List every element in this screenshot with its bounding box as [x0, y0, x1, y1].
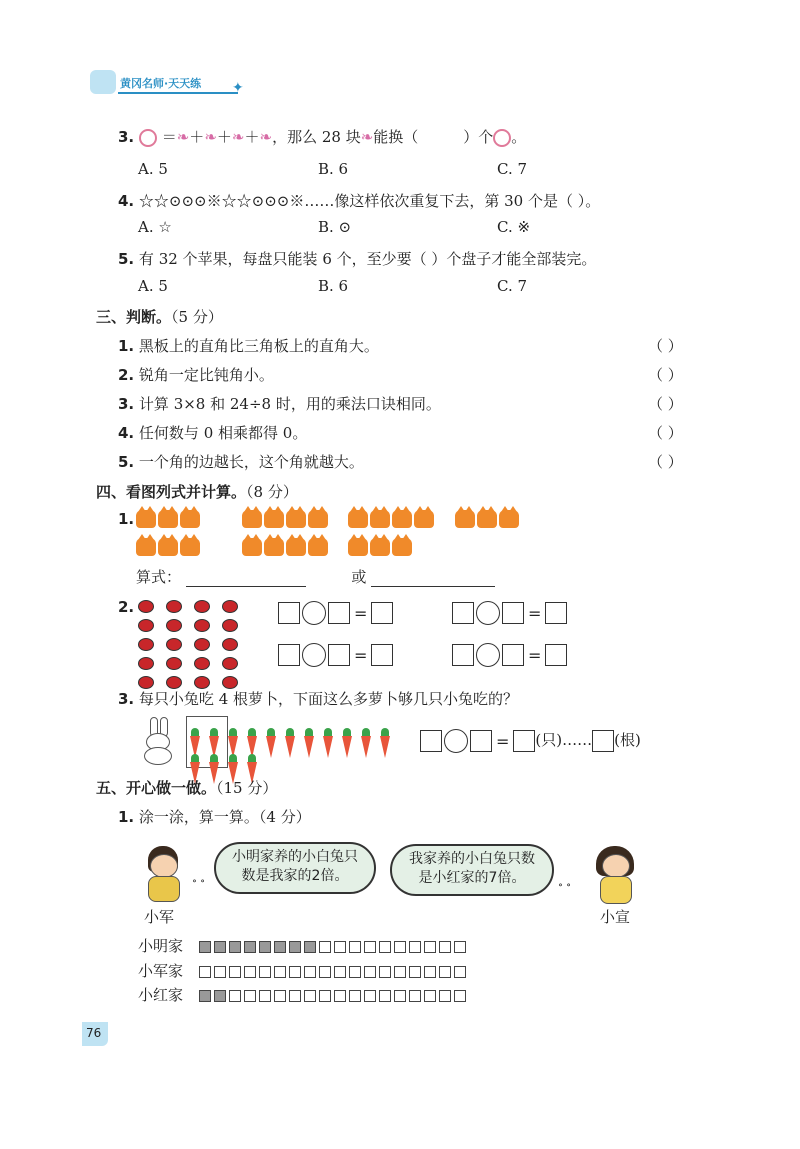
- q-number: 4.: [118, 192, 135, 210]
- cat-icon: [348, 538, 368, 556]
- cells[interactable]: [199, 962, 469, 980]
- row-label: 小明家: [138, 937, 184, 955]
- answer-paren[interactable]: （ ）: [648, 395, 683, 413]
- ladybug-icon: [166, 619, 182, 632]
- q4-2-number: 2.: [118, 598, 135, 616]
- grid-row: [138, 960, 469, 981]
- ladybug-icon: [194, 638, 210, 651]
- speech-cloud-right: [390, 844, 554, 896]
- equation-box-1[interactable]: =: [278, 601, 393, 625]
- formula-row: [136, 566, 495, 587]
- rabbit-equation[interactable]: = (只)…… (根): [420, 729, 641, 753]
- name-left: 小军: [144, 908, 175, 926]
- cat-icon: [392, 510, 412, 528]
- carrot-icon: [380, 736, 390, 758]
- girl-avatar: [590, 846, 642, 904]
- cat-icon: [158, 538, 178, 556]
- carrot-icon: [285, 736, 295, 758]
- thought-dots-right: ∘ ∘: [558, 880, 571, 891]
- cat-icon: [370, 538, 390, 556]
- carrot-icon: [304, 736, 314, 758]
- candy-icon: ❧: [204, 128, 217, 146]
- cat-icon: [264, 538, 284, 556]
- question-5: [118, 248, 596, 269]
- q5-option-b[interactable]: B. 6: [318, 277, 349, 295]
- q4-1-number: 1.: [118, 510, 135, 528]
- row-label: 小红家: [138, 986, 184, 1004]
- logo-badge: [90, 70, 116, 94]
- answer-paren[interactable]: （ ）: [648, 424, 683, 442]
- boy-avatar: [140, 846, 186, 902]
- q4-option-b[interactable]: B. ⊙: [318, 218, 352, 236]
- thought-dots-left: ∘ ∘: [192, 876, 205, 887]
- ladybug-icon: [166, 600, 182, 613]
- ladybug-icon: [222, 619, 238, 632]
- grid-row: [138, 984, 469, 1005]
- header-logo: [90, 68, 244, 98]
- ladybug-icon: [138, 600, 154, 613]
- candy-icon: ❧: [176, 128, 190, 146]
- cat-group: [242, 510, 338, 560]
- speech-text: 我家养的小白兔只数是小红家的7倍。: [409, 851, 535, 886]
- judge-item: 2. 锐角一定比钝角小。: [118, 366, 274, 384]
- q-number: 5.: [118, 250, 135, 268]
- carrot-icon: [266, 736, 276, 758]
- ladybug-grid: [138, 598, 258, 693]
- question-3: [118, 126, 526, 147]
- ladybug-icon: [194, 600, 210, 613]
- cat-icon: [455, 510, 475, 528]
- cells[interactable]: [199, 937, 469, 955]
- page-number: 76: [86, 1026, 102, 1040]
- ladybug-icon: [222, 638, 238, 651]
- cat-icon: [477, 510, 497, 528]
- cat-group: [348, 510, 444, 560]
- cat-icon: [308, 510, 328, 528]
- cat-icon: [136, 538, 156, 556]
- ladybug-icon: [222, 657, 238, 670]
- cat-group: [455, 510, 551, 532]
- carrot-icon: [361, 736, 371, 758]
- cat-icon: [286, 510, 306, 528]
- or-label: 或: [351, 568, 367, 586]
- q3-option-b[interactable]: B. 6: [318, 160, 349, 178]
- judge-item: 3. 计算 3×8 和 24÷8 时，用的乘法口诀相同。: [118, 395, 441, 413]
- carrot-icon: [323, 736, 333, 758]
- lollipop-icon: [139, 129, 157, 147]
- section-4-title: 四、看图列式并计算。（8 分）: [96, 483, 298, 501]
- cat-icon: [264, 510, 284, 528]
- equation-box-3[interactable]: =: [278, 643, 393, 667]
- ladybug-icon: [138, 619, 154, 632]
- cat-icon: [414, 510, 434, 528]
- ladybug-icon: [194, 657, 210, 670]
- brand-title: 黄冈名师·天天练: [120, 77, 202, 90]
- question-5-1: 1. 涂一涂，算一算。（4 分）: [118, 808, 311, 826]
- answer-paren[interactable]: （ ）: [648, 453, 683, 471]
- candy-icon: ❧: [259, 128, 273, 146]
- carrot-row: [190, 724, 400, 768]
- section-5-title: 五、开心做一做。（15 分）: [96, 779, 278, 797]
- ladybug-icon: [194, 619, 210, 632]
- ladybug-icon: [166, 657, 182, 670]
- judge-item: 1. 黑板上的直角比三角板上的直角大。: [118, 337, 379, 355]
- q3-option-c[interactable]: C. 7: [497, 160, 528, 178]
- section-3-title: 三、判断。（5 分）: [96, 308, 223, 326]
- question-4-3: 3. 每只小兔吃 4 根萝卜，下面这么多萝卜够几只小兔吃的？: [118, 690, 519, 708]
- answer-paren[interactable]: （ ）: [648, 366, 683, 384]
- speech-text: 小明家养的小白兔只数是我家的2倍。: [232, 849, 358, 884]
- question-4: [118, 190, 600, 211]
- header-underline: [118, 92, 238, 94]
- formula-label: 算式：: [136, 568, 182, 586]
- speech-cloud-left: [214, 842, 376, 894]
- q-number: 3.: [118, 128, 135, 146]
- lollipop-icon: [493, 129, 511, 147]
- cat-icon: [242, 510, 262, 528]
- ladybug-icon: [138, 638, 154, 651]
- cat-icon: [286, 538, 306, 556]
- grid-row: [138, 935, 469, 956]
- q-text: ＝❧＋❧＋❧＋❧，那么 28 块❧能换（ ）个 。: [161, 128, 527, 146]
- rabbit-icon: [140, 717, 178, 763]
- q-text: ☆☆⊙⊙⊙※☆☆⊙⊙⊙※……像这样依次重复下去，第 30 个是（ ）。: [138, 192, 601, 210]
- ladybug-icon: [138, 657, 154, 670]
- q3-option-a[interactable]: A. 5: [138, 160, 168, 178]
- q5-option-a[interactable]: A. 5: [138, 277, 168, 295]
- answer-paren[interactable]: （ ）: [648, 337, 683, 355]
- row-label: 小军家: [138, 962, 184, 980]
- ladybug-icon: [222, 600, 238, 613]
- judge-item: 4. 任何数与 0 相乘都得 0。: [118, 424, 308, 442]
- cat-icon: [180, 510, 200, 528]
- judge-item: 5. 一个角的边越长，这个角就越大。: [118, 453, 364, 471]
- cat-icon: [180, 538, 200, 556]
- candy-icon: ❧: [360, 128, 374, 146]
- cells[interactable]: [199, 986, 469, 1004]
- carrot-icon: [342, 736, 352, 758]
- formula-blank-2[interactable]: [371, 572, 495, 587]
- q5-option-c[interactable]: C. 7: [497, 277, 528, 295]
- formula-blank-1[interactable]: [186, 572, 306, 587]
- star-icon: ✦: [232, 80, 244, 96]
- cat-group: [136, 510, 216, 560]
- cat-icon: [158, 510, 178, 528]
- q4-option-c[interactable]: C. ※: [497, 218, 531, 236]
- q4-option-a[interactable]: A. ☆: [138, 218, 172, 236]
- cat-icon: [136, 510, 156, 528]
- cat-icon: [242, 538, 262, 556]
- cat-icon: [392, 538, 412, 556]
- cat-icon: [499, 510, 519, 528]
- cat-icon: [348, 510, 368, 528]
- name-right: 小宣: [600, 908, 631, 926]
- ladybug-icon: [166, 638, 182, 651]
- cat-icon: [370, 510, 390, 528]
- equation-box-4[interactable]: =: [452, 643, 567, 667]
- candy-icon: ❧: [231, 128, 245, 146]
- cat-icon: [308, 538, 328, 556]
- q-text: 有 32 个苹果，每盘只能装 6 个，至少要（ ）个盘子才能全部装完。: [138, 250, 597, 268]
- equation-box-2[interactable]: =: [452, 601, 567, 625]
